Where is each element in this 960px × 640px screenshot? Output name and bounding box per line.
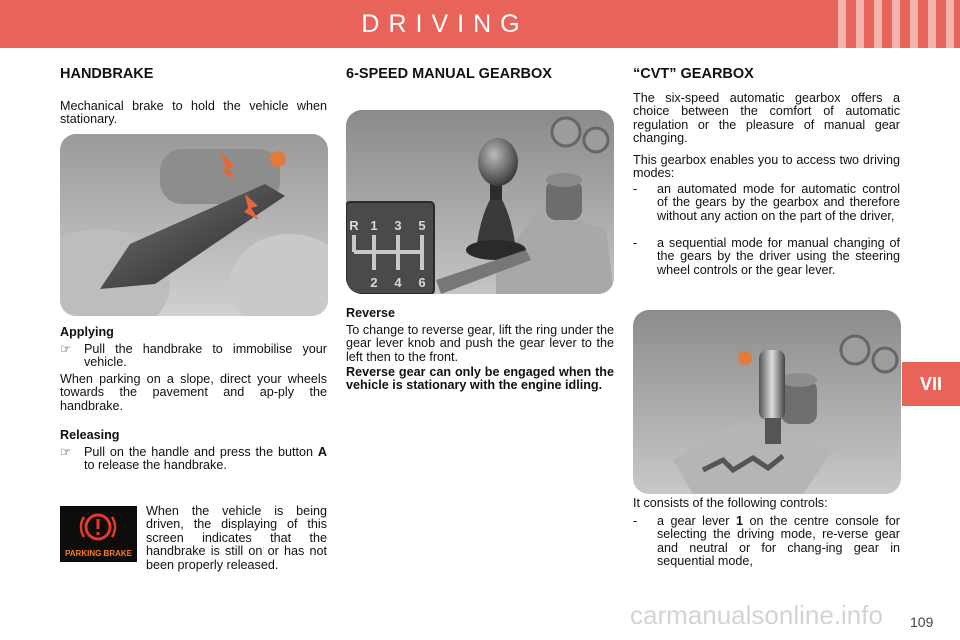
cvt-controls-intro: It consists of the following controls: xyxy=(633,496,828,510)
page-title: DRIVING xyxy=(361,10,529,38)
cvt-mode-1: - an automated mode for automatic control of the gears by the gearbox and therefore without any action on the part of the driver, xyxy=(633,182,900,223)
header-stripe xyxy=(946,0,954,48)
applying-bullet: ☞ Pull the handbrake to immobilise your vehicle. xyxy=(60,342,327,370)
gate-label-6: 6 xyxy=(418,275,426,290)
parking-brake-label: PARKING BRAKE xyxy=(65,549,132,558)
watermark: carmanualsonline.info xyxy=(630,600,883,630)
reverse-text: To change to reverse gear, lift the ring under the gear lever knob and push the gear lever to the left then to the front. xyxy=(346,323,614,364)
releasing-title: Releasing xyxy=(60,428,120,442)
applying-text: When parking on a slope, direct your wheels towards the pavement and ap-ply the handbrake. xyxy=(60,372,327,413)
parking-brake-warning-icon xyxy=(60,506,137,562)
header-stripe xyxy=(892,0,900,48)
reverse-title: Reverse xyxy=(346,306,396,320)
gate-label-3: 3 xyxy=(394,218,402,233)
manual-heading: 6-SPEED MANUAL GEARBOX xyxy=(346,66,552,82)
header-stripe xyxy=(928,0,936,48)
cvt-heading: “CVT” GEARBOX xyxy=(633,66,754,82)
manual-gearbox-photo xyxy=(346,110,614,294)
dash-marker: - xyxy=(633,514,638,528)
gate-label-2: 2 xyxy=(370,275,378,290)
cvt-modes-intro: This gearbox enables you to access two driving modes: xyxy=(633,153,900,181)
handbrake-photo xyxy=(60,134,328,316)
handbrake-heading: HANDBRAKE xyxy=(60,66,154,82)
header-stripe xyxy=(910,0,918,48)
handbrake-intro: Mechanical brake to hold the vehicle when stationary. xyxy=(60,99,327,127)
cvt-control-1: - a gear lever 1 on the centre console for selecting the driving mode, re-verse gear and neutral or for chang-ing gear in sequential mode, xyxy=(633,514,900,569)
warning-text: When the vehicle is being driven, the displaying of this screen indicates that the handbrake is still on or has not been properly released. xyxy=(146,504,327,572)
hand-pointer-icon: ☞ xyxy=(60,342,72,356)
gate-label-5: 5 xyxy=(418,218,426,233)
dash-marker: - xyxy=(633,236,638,250)
cvt-intro: The six-speed automatic gearbox offers a choice between the comfort of automatic regulation or the pleasure of manual gear changing. xyxy=(633,91,900,146)
releasing-bullet: ☞ Pull on the handle and press the button A to release the handbrake. xyxy=(60,445,327,473)
applying-title: Applying xyxy=(60,325,114,339)
cvt-mode-2: - a sequential mode for manual changing of the gears by the driver using the steering wheel controls or the gear lever. xyxy=(633,236,900,277)
page-header xyxy=(0,0,960,48)
hand-pointer-icon: ☞ xyxy=(60,445,72,459)
dash-marker: - xyxy=(633,182,638,196)
page-number: 109 xyxy=(910,614,934,630)
gate-label-4: 4 xyxy=(394,275,402,290)
reverse-warning: Reverse gear can only be engaged when the vehicle is stationary with the engine idling. xyxy=(346,365,614,393)
chapter-tab[interactable]: VII xyxy=(902,362,960,406)
gate-label-r: R xyxy=(349,218,359,233)
cvt-gearbox-photo xyxy=(633,310,901,494)
gate-label-1: 1 xyxy=(370,218,378,233)
